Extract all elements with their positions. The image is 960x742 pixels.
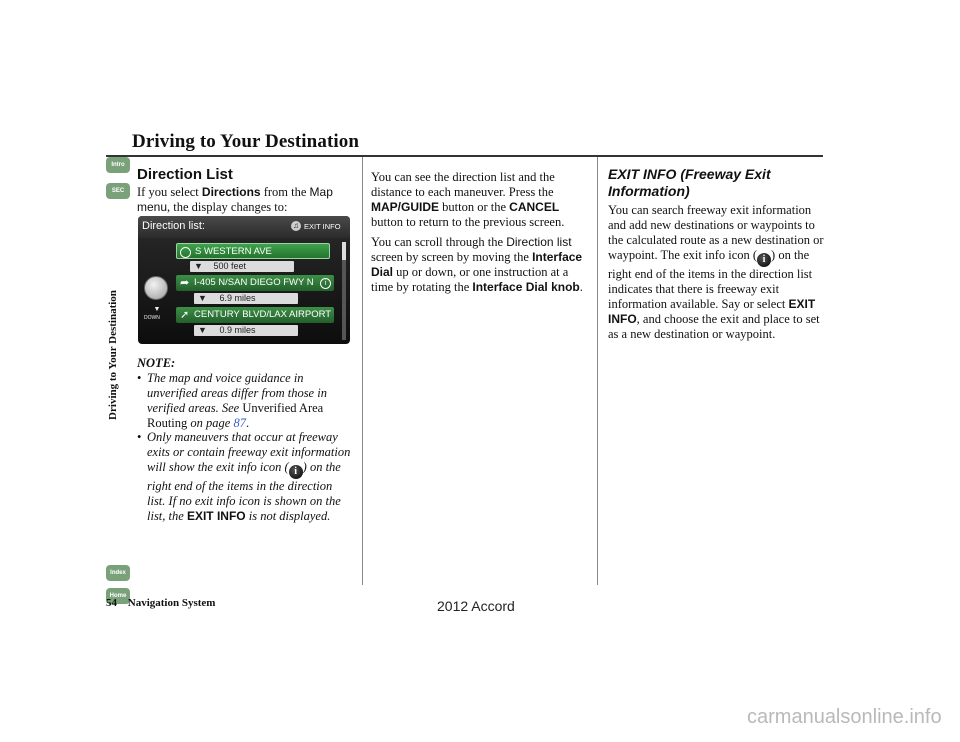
directions-term: Directions — [201, 185, 261, 199]
text: screen by screen by moving the — [371, 250, 533, 264]
text: button or the — [439, 200, 510, 214]
column-divider-1 — [362, 157, 363, 585]
text: You can scroll through the — [371, 235, 507, 249]
note-bullet-1-text — [137, 371, 353, 431]
text: ) on the right end of the items in the direction list. If no exit info icon is shown on the list, the — [147, 460, 341, 523]
down-arrow-icon: ▼ — [198, 325, 207, 335]
text: , and choose the exit and place to set as a new destination or waypoint. — [608, 312, 820, 341]
intro-tab[interactable]: Intro — [106, 157, 130, 173]
note-bullet-2-text — [137, 430, 353, 524]
down-arrow-icon: ▼ — [194, 261, 203, 271]
info-icon: i — [289, 465, 303, 479]
row-distance-value: 0.9 miles — [219, 325, 256, 335]
screen-title: Direction list: — [142, 220, 205, 232]
text: The map and voice guidance in unverified areas differ from those in verified areas. See — [147, 371, 327, 415]
direction-row[interactable] — [176, 243, 330, 259]
text: . — [245, 416, 250, 430]
row-street: CENTURY BLVD/LAX AIRPORT — [194, 309, 332, 320]
text: up or down, or one instruction at a time by rotating the — [371, 265, 569, 294]
exit-info-term: EXIT INFO — [186, 509, 246, 523]
text: You can search freeway exit information and add new destinations or waypoints to the calculated route as a new destination or waypoint. The exit info icon ( — [608, 203, 824, 262]
vertical-section-label: Driving to Your Destination — [107, 290, 119, 420]
watermark: carmanualsonline.info — [747, 706, 942, 728]
down-label: DOWN — [144, 315, 160, 321]
row-distance — [190, 261, 294, 272]
exit-info-term: EXIT INFO — [608, 297, 816, 326]
text: . — [579, 280, 583, 294]
direction-list-term: Direction list — [506, 235, 572, 249]
row-distance — [194, 293, 298, 304]
map-menu-term: Map menu — [137, 185, 333, 214]
direction-list-screen — [138, 216, 350, 344]
exit-info-heading: EXIT INFO (Freeway Exit Information) — [608, 166, 771, 199]
home-tab[interactable]: Home — [106, 588, 130, 604]
down-arrow-icon: ▼ — [198, 293, 207, 303]
voice-icon: ♫ — [293, 221, 299, 230]
model-label: 2012 Accord — [437, 598, 515, 614]
destination-icon — [180, 247, 191, 258]
bear-right-arrow-icon: ➚ — [180, 309, 190, 321]
col2-paragraph-2 — [371, 235, 587, 295]
text: on page — [187, 416, 234, 430]
text: is not displayed. — [245, 509, 331, 523]
page-link-87[interactable]: 87 — [233, 416, 246, 430]
bullet-icon: • — [137, 371, 142, 385]
index-tab[interactable]: Index — [106, 565, 130, 581]
direction-row[interactable] — [176, 307, 334, 323]
col1-intro-paragraph — [137, 185, 352, 215]
text: , the display changes to: — [167, 200, 288, 214]
page-title: Driving to Your Destination — [132, 131, 360, 152]
down-arrow-icon: ▼ — [153, 306, 161, 313]
text: Only maneuvers that occur at freeway exits or contain freeway exit information will show the exit info icon ( — [147, 430, 351, 474]
header-rule — [106, 155, 823, 157]
col2-paragraph-1 — [371, 170, 587, 230]
cancel-button-term: CANCEL — [509, 200, 560, 214]
exit-info-icon: i — [320, 278, 331, 289]
exit-info-label[interactable]: EXIT INFO — [304, 222, 341, 231]
note-bullet-1 — [137, 371, 353, 431]
text: You can see the direction list and the distance to each maneuver. Press the — [371, 170, 555, 199]
row-distance-value: 6.9 miles — [219, 293, 256, 303]
footer-section: Navigation System — [127, 597, 216, 609]
text: If you select — [137, 185, 202, 199]
note-bullet-2 — [137, 430, 353, 524]
row-distance-value: 500 feet — [213, 261, 246, 271]
screen-header — [138, 216, 350, 238]
footer — [106, 597, 215, 609]
text: button to return to the previous screen. — [371, 215, 565, 229]
text: from the — [260, 185, 310, 199]
direction-list-heading: Direction List — [137, 166, 233, 183]
row-street: S WESTERN AVE — [195, 246, 272, 257]
interface-dial-term: Interface Dial — [371, 250, 583, 279]
row-street: I-405 N/SAN DIEGO FWY N — [194, 277, 314, 288]
column-divider-2 — [597, 157, 598, 585]
col3-paragraph — [608, 203, 824, 342]
scrollbar-thumb[interactable] — [342, 242, 346, 260]
page-number: 54 — [106, 597, 117, 609]
map-guide-button-term: MAP/GUIDE — [371, 200, 440, 214]
bullet-icon: • — [137, 430, 142, 444]
interface-dial-knob-term: Interface Dial knob — [472, 280, 580, 294]
sec-tab[interactable]: SEC — [106, 183, 130, 199]
info-icon: i — [757, 253, 771, 267]
dial-knob-icon — [144, 276, 168, 300]
row-distance — [194, 325, 298, 336]
turn-right-arrow-icon: ➦ — [180, 277, 190, 289]
text: ) on the right end of the items in the direction list indicates that there is freeway exit information available. Say or select — [608, 248, 813, 311]
note-label: NOTE: — [137, 356, 176, 370]
direction-row[interactable] — [176, 275, 334, 291]
unverified-area-routing-ref: Unverified Area Routing — [147, 401, 324, 430]
